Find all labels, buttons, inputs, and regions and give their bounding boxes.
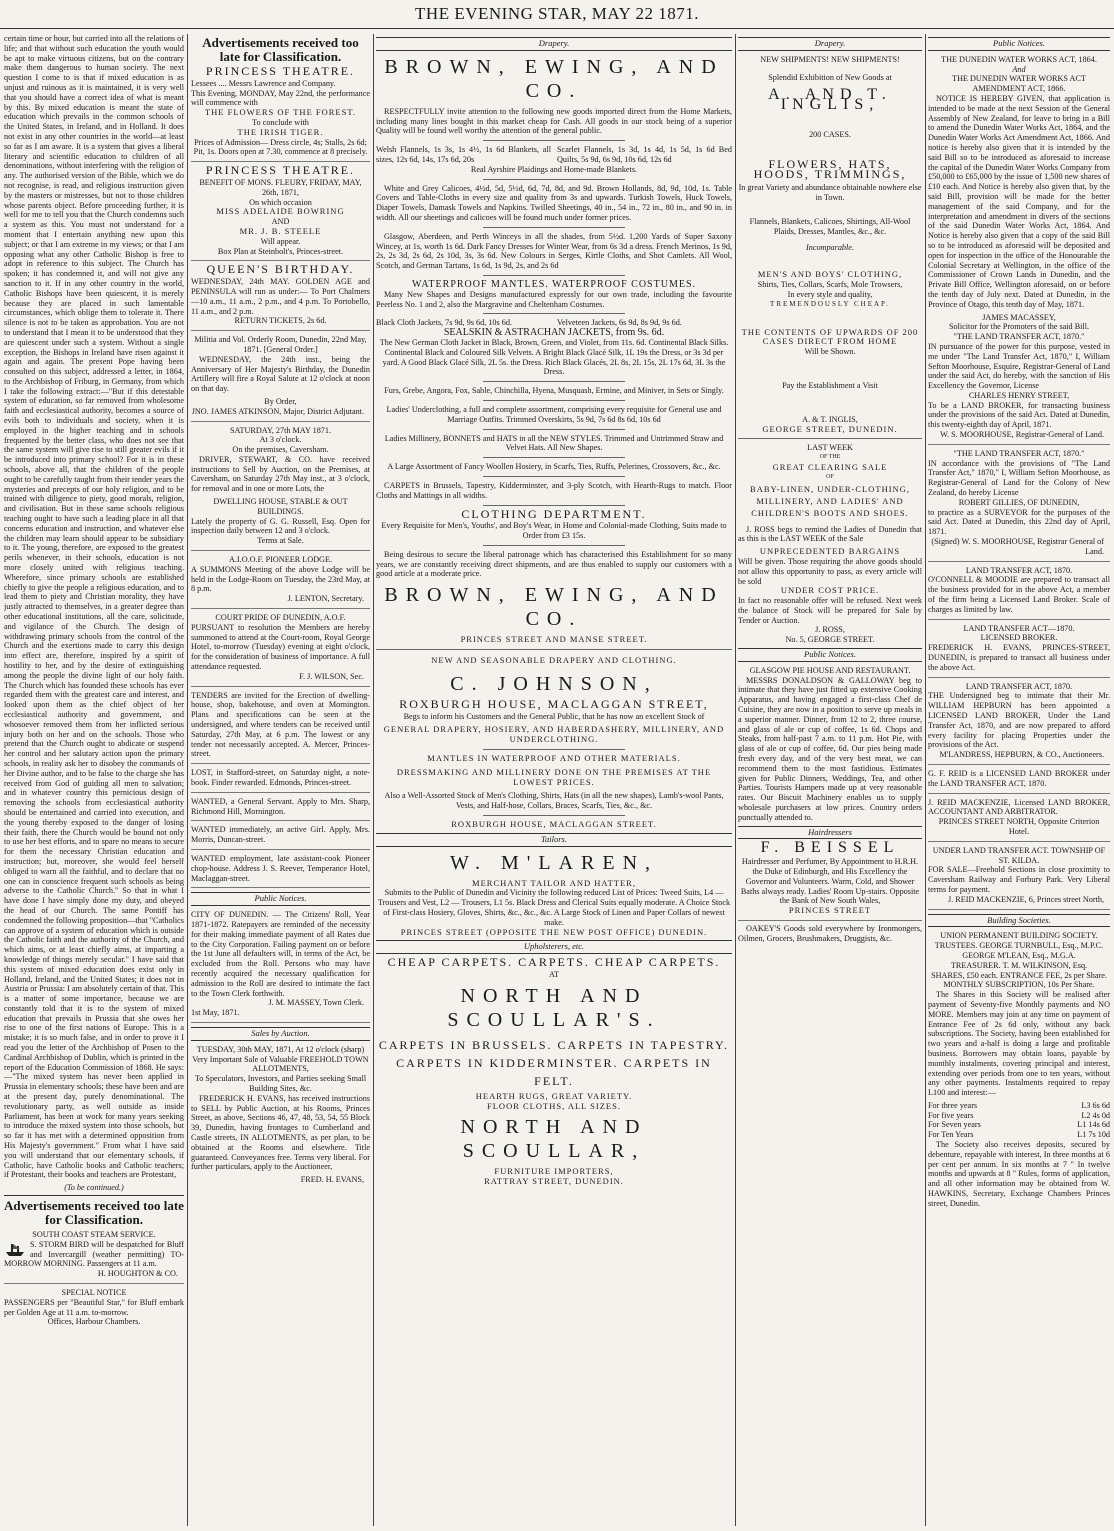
beissel-title: F. BEISSEL (760, 839, 900, 857)
mclaren-title: W. M'LAREN, (449, 851, 659, 874)
johnson-stock: GENERAL DRAPERY, HOSIERY, AND HABERDASHERY, MILLINERY, AND UNDERCLOTHING. (383, 724, 725, 745)
rate-amount: L1 14s 6d (1077, 1120, 1110, 1130)
north-scoullar-signature: NORTH AND SCOULLAR, (460, 1116, 648, 1163)
militia-order-ad (191, 335, 370, 421)
glasgow-title: GLASGOW PIE HOUSE AND RESTAURANT. (749, 665, 911, 675)
special-notice-text: PASSENGERS per "Beautiful Star," for Bluff embark per Golden Age at 11 a.m. to-morrow. (4, 1297, 184, 1317)
north-scoullar-title: NORTH AND SCOULLAR'S. (447, 984, 661, 1031)
shares: SHARES, £50 each. ENTRANCE FEE, 2s per Share. MONTHLY SUBSCRIPTION, 10s Per Share. (931, 970, 1107, 990)
princess-conclude: To conclude with (252, 117, 309, 127)
sale-time: At 3 o'clock. (259, 435, 302, 445)
wanted-ad: WANTED, a General Servant. Apply to Mrs. Sharp, Richmond Hill, Mornington. (191, 797, 370, 822)
brown-ewing-signature: BROWN, EWING, AND CO. (384, 584, 724, 631)
flowers: FLOWERS, HATS, HOODS, TRIMMINGS, (753, 156, 907, 181)
lodge-title: A.I.O.O.F. PIONEER LODGE. (228, 555, 333, 565)
sale-date: SATURDAY, 27th MAY 1871. (229, 425, 332, 435)
driver-stewart-text-2: Lately the property of G. G. Russell, Esq. Open for inspection daily between 12 and 3 o'clock. (191, 516, 370, 536)
lta-name: ROBERT GILLIES, OF DUNEDIN, (958, 497, 1080, 507)
lta-text: FREDERICK H. EVANS, PRINCES-STREET, DUNEDIN, is prepared to transact all business under the above Act. (928, 643, 1110, 672)
city-text: CITY OF DUNEDIN. — The Citizens' Roll, Year 1871-1872. Ratepayers are reminded of the necessity for their making immediate payment of all Rates due to the City Corporation. Failing payment on or before the 1st June all defaulters will, in terms of the Act, be excluded from the Roll. Persons who may have recently acquired the necessary qualification for admission to the Roll are desired to intimate the fact to the Town Clerk forthwith. (191, 910, 370, 998)
lta-text: IN accordance with the provisions of "The Land Transfer Act," 1870," I, William Sefton Moorhouse, as Registrar-General of Land for the Colony of New Zealand, do hereby License (928, 458, 1110, 498)
under-cost: UNDER COST PRICE. (780, 585, 880, 596)
wanted-ad: WANTED employment, late assistant-cook Pioneer chop-house. Address J. S. Reever, Temperance Hotel, Maclaggan-street. (191, 854, 370, 888)
union-text: The Shares in this Society will be realised after payment of Seventy-five Monthly payments and NO MORE. Members may join at any time on payment of Entrance Fee of 2s 6d only, without any back subscriptions. The Society, having been established for two years and a-half is doing a large and profitable business. Borrowers may obtain loans, payable by monthly instalments, covering principal and interest, extending over periods from one to ten years, without any other payments. Instalments required to repay L100 and interest:— (928, 990, 1110, 1098)
flannels-extra: Real Ayrshire Plaidings and Home-made Blankets. (470, 164, 638, 174)
driver-stewart-text: DRIVER, STEWART, & CO. have received instructions to Sell by Auction, on the Premises, at Caversham, on Saturday 27th May inst., at 3 o'clock, for removal and in one or more Lots, the (191, 454, 370, 494)
divider (483, 429, 625, 430)
carpets-list: CARPETS IN BRUSSELS. CARPETS IN TAPESTRY. CARPETS IN KIDDERMINSTER. CARPETS IN FELT. (378, 1037, 730, 1088)
at-word: AT (548, 970, 559, 980)
column-rule (735, 34, 736, 1526)
militia-signature: JNO. JAMES ATKINSON, Major, District Adjutant. (191, 406, 364, 416)
beissel-text: Hairdresser and Perfumer, By Appointment to H.R.H. the Duke of Edinburgh, and His Excellency the Governor and Volunteers. Warm, Cold, and Shower Baths always ready. Ladies' Room Up-stairs. Opposite the Bank of New South Wales, (740, 857, 920, 906)
steam-service-ad (4, 1230, 184, 1284)
masthead: THE EVENING STAR, MAY 22 1871. (0, 0, 1114, 29)
divider (483, 179, 625, 180)
lta-text-2: To be a LAND BROKER, for transacting business under the provisions of the said Act. Dated at Dunedin, this twenty-eighth day of April, 1871. (928, 400, 1110, 430)
inglis-title: A. AND T. INGLIS, (768, 86, 892, 114)
rate-term: For Ten Years (928, 1130, 974, 1140)
union-text-2: The Society also receives deposits, secured by debenture, repayable with interest, In three months at 6 per cent per annum. In six months at 7 " In twelve months and upwards at 8 " Rules, forms of application, and all other information may be obtained from W. HAWKINS, Secretary, Exchange Chambers Princes street, Dunedin. (928, 1140, 1110, 1208)
glasgow-text: MESSRS DONALDSON & GALLOWAY beg to intimate that they have just fitted up extensive Cooking Apparatus, and having engaged a first-class Chef de Cuisine, they are now in a position to serve up meals in a superior manner. Dinner, from 12 to 2, three course, and glass of ale or cup of coffee, 1s 6d. Chops and Steaks, from half-past 7 a.m. to 11 p.m. Hot Pie, with glass of ale or cup of coffee, 6d. Our pies being made fresh every day, and of the very best meat, we can recommend them to the most fastidious. Estimates given for Public Dinners, Weddings, Tea, and other Parties. Tourists Hampers made up at very reasonable rates. Our Biscuit Machinery enables us to supply wholesale purchasers at low prices. Country orders punctually attended to. (738, 675, 922, 822)
box-plan: Box Plan at Steinbolt's, Princes-street. (217, 246, 344, 256)
johnson-title: C. JOHNSON, (450, 672, 658, 695)
divider (738, 438, 922, 439)
princess-theatre-title: PRINCESS THEATRE. (205, 163, 356, 178)
of-word: OF (826, 473, 834, 480)
new-seasonable: NEW AND SEASONABLE DRAPERY AND CLOTHING. (431, 655, 677, 666)
patronage-text: Being desirous to secure the liberal patronage which has characterised this Establishment for so many years, we are constantly receiving direct shipments, and are thus enabled to supply our customers with a good article at a moderate price. (376, 549, 732, 579)
mackenzie-text: J. REID MACKENZIE, Licensed LAND BROKER, ACCOUNTANT AND ARBITRATOR. (928, 797, 1110, 817)
ross-address: No. 5, GEORGE STREET. (785, 635, 875, 645)
brown-ewing-intro: RESPECTFULLY invite attention to the following new goods imported direct from the Home Markets, including many lines bought in this market cheap for Cash. All goods in our stock being of a superior Quality will be found well worthy the attention of the general public. (376, 106, 732, 136)
water-works-title-2: THE DUNEDIN WATER WORKS ACT AMENDMENT ACT, 1866. (952, 74, 1086, 94)
inglis-signature: A. & T. INGLIS, (802, 414, 858, 424)
to-be-continued: (To be continued.) (64, 1183, 124, 1193)
reid-ad: G. F. REID is a LICENSED LAND BROKER under the LAND TRANSFER ACT, 1870. (928, 769, 1110, 794)
lta-text: O'CONNELL & MOODIE are prepared to transact all the business provided for in the above Act, a member of the firm being a Licensed Land Broker. Scale of charges as limited by law. (928, 575, 1110, 614)
column-rule (187, 34, 188, 1526)
rate-term: For three years (928, 1100, 978, 1110)
queens-birthday-text: WEDNESDAY, 24th MAY. GOLDEN AGE and PENINSULA will run as under:— To Port Chalmers—10 a.m., 11 a.m., 2 p.m., and 4 p.m. To Portobello, 11 a.m., and 2 p.m. (191, 277, 370, 316)
rate-amount: L2 4s 0d (1081, 1110, 1110, 1120)
caversham-sale-ad (191, 426, 370, 552)
city-date: 1st May, 1871. (191, 1008, 240, 1018)
land-transfer-ad-1 (928, 332, 1110, 445)
and-word: And (1012, 64, 1026, 74)
lta-text: IN pursuance of the power for this purpose, vested in me under "The Land Transfer Act, 1870," I, William Sefton Moorhouse, Esquire, Registrar-General of Land under the said Act, do hereby, with the sanction of His Excellency the Governor, License (928, 341, 1110, 391)
militia-order: By Order, (264, 396, 297, 406)
ross-signature: J. ROSS, (815, 625, 845, 635)
splendid: Splendid Exhibition of New Goods at (768, 72, 892, 82)
divider (483, 381, 625, 382)
lta-signature: M'LANDRESS, HEPBURN, & CO., Auctioneers. (939, 750, 1104, 760)
ship-icon (4, 1241, 26, 1257)
lta-title: "THE LAND TRANSFER ACT, 1870." (953, 332, 1085, 342)
johnson-dressmaking: DRESSMAKING AND MILLINERY DONE ON THE PREMISES AT THE LOWEST PRICES. (396, 766, 712, 787)
divider (483, 815, 625, 816)
rate-term: For five years (928, 1110, 974, 1120)
land-transfer-ad-4 (928, 624, 1110, 678)
millinery-text: Ladies Millinery, BONNETS and HATS in all the NEW STYLES. Trimmed and Untrimmed Straw and Velvet Hats. All New Shapes. (384, 433, 724, 453)
mclaren-address: PRINCES STREET (OPPOSITE THE NEW POST OFFICE) DUNEDIN. (400, 926, 708, 937)
column-5 (928, 34, 1110, 1526)
lta-sub: LICENSED BROKER. (980, 633, 1058, 643)
section-heading: Drapery. (738, 37, 922, 51)
pioneer-lodge-ad (191, 555, 370, 609)
rates-table (928, 1101, 1110, 1140)
militia-text: WEDNESDAY, the 24th inst., being the Anniversary of Her Majesty's Birthday, the Dunedin Artillery will fire a Royal Salute at 12 o'clock at noon on that day. (191, 354, 370, 394)
ross-text: J. ROSS begs to remind the Ladies of Dunedin that as this is the LAST WEEK of the Sale (738, 524, 922, 544)
rate-row (928, 1130, 1110, 1140)
divider (483, 275, 625, 276)
princess-theatre-title: PRINCESS THEATRE. (205, 64, 356, 78)
lodge-text: A SUMMONS Meeting of the above Lodge will be held in the Lodge-Room on Tuesday, the 23rd May, at 8 p.m. (191, 564, 370, 594)
land-transfer-ad-3 (928, 566, 1110, 620)
column-4 (738, 34, 922, 1526)
princess-theatre-ad (191, 64, 370, 162)
lta-title: LAND TRANSFER ACT, 1870. (965, 681, 1073, 691)
section-heading: Upholsterers, etc. (376, 940, 732, 954)
return-tickets: RETURN TICKETS, 2s 6d. (234, 316, 327, 326)
column-2 (191, 34, 370, 1526)
johnson-mantles: MANTLES IN WATERPROOF AND OTHER MATERIALS. (427, 753, 681, 764)
kilda-signature: J. REID MACKENZIE, 6, Princes street North, (948, 894, 1104, 904)
and-word: AND (271, 217, 290, 227)
north-scoullar-address: RATTRAY STREET, DUNEDIN. (484, 1176, 624, 1187)
floor-cloths: FLOOR CLOTHS, ALL SIZES. (487, 1100, 621, 1111)
princess-play: THE FLOWERS OF THE FOREST. (204, 107, 357, 118)
mackenzie-ad (928, 798, 1110, 842)
special-notice (4, 1288, 184, 1327)
tremendously-cheap: TREMENDOUSLY CHEAP. (770, 299, 890, 308)
late-ads-heading: Advertisements received too late for Classification. (4, 1195, 184, 1227)
johnson-also: Also a Well-Assorted Stock of Men's Clothing, Shirts, Hats (in all the new shapes), Lamb's-wool Pants, Vests, and Half-hose, Collars, Braces, Scarfs, Ties, &c., &c. (384, 791, 724, 811)
trustees: TRUSTEES. GEORGE TURNBULL, Esq., M.P.C. GEORGE M'LEAN, Esq., M.G.A. (934, 941, 1104, 960)
every-style: In every style and quality, (787, 289, 873, 299)
court-pride-ad (191, 613, 370, 687)
city-of-dunedin-ad (191, 910, 370, 1023)
steam-service-title: SOUTH COAST STEAM SERVICE. (32, 1230, 156, 1240)
shipments: NEW SHIPMENTS! NEW SHIPMENTS! (760, 54, 900, 64)
unprecedented: UNPRECEDENTED BARGAINS (759, 546, 901, 557)
rate-row (928, 1111, 1110, 1121)
court-title: COURT PRIDE OF DUNEDIN, A.O.F. (215, 613, 346, 623)
water-works-signature: JAMES MACASSEY, (982, 312, 1056, 322)
militia-heading: Militia and Vol. Orderly Room, Dunedin, 22nd May, 1871. [General Order.] (194, 335, 367, 354)
ross-text-2: Will be given. Those requiring the above goods should not allow this opportunity to pass, as every article will be sold (738, 556, 922, 586)
auction-sub: To Speculators, Investors, and Parties seeking Small Building Sites, &c. (194, 1074, 367, 1093)
furs-text: Furs, Grebe, Angora, Fox, Sable, Chinchilla, Hyena, Musquash, Ermine, and Miniver, in Sets or Singly. (384, 386, 724, 396)
evans-auction-ad (191, 1045, 370, 1185)
auction-date: TUESDAY, 30th MAY, 1871, At 12 o'clock (sharp) (196, 1044, 365, 1054)
court-signature: F. J. WILSON, Sec. (299, 671, 364, 681)
water-works-text: NOTICE IS HEREBY GIVEN, that application is intended to be made at the next Session of the General Assembly of New Zealand, for leave to bring in a Bill to amend the Dunedin Water Works Act, 1864, and the Dunedin Water Works Act Amendment Act, 1866. And notice is hereby also given that it is intended by the said Bill so to be introduced as aforesaid to increase the capital of the Dunedin Water Works Company from £50,000 to £65,000 by the issue of 1,500 new shares of £10 each. And Notice is hereby also given that, by the said Bill, provision will be made for the better management of the said Company, and for the interpretation and amendment in divers of the sections of the said Dunedin Water Works Act, 1864. And Notice is hereby also given that a copy of the said Bill so to be introduced as aforesaid will be deposited and open for inspection in the office of the Honourable the Colonial Secretary at Wellington, in the office of the Commissioner of Crown Lands in Dunedin, and the Private Bill Office, Wellington aforesaid, on or before the tenth day of July next. Dated at Dunedin, in the Province of Otago, this tenth day of May, 1871. (928, 93, 1110, 309)
performer-name: MISS ADELAIDE BOWRING (216, 206, 345, 217)
lta-title: "THE LAND TRANSFER ACT, 1870." (953, 448, 1085, 458)
jackets-right: Velveteen Jackets, 6s 9d, 8s 9d, 9s 6d. (557, 318, 682, 328)
oakey-ad: OAKEY'S Goods sold everywhere by Ironmongers, Oilmen, Grocers, Brushmakers, Druggists, &c. (738, 920, 922, 944)
section-heading: Tailors. (376, 833, 732, 847)
of-the: OF THE (819, 454, 841, 461)
section-heading: Public Notices. (928, 37, 1110, 51)
st-kilda-ad (928, 846, 1110, 910)
calicoes-text: White and Grey Calicoes, 4½d, 5d, 5½d, 6d, 7d, 8d, and 9d. Brown Hollands, 8d, 9d, 10d, 1s. Table Covers and Table-Cloths in every size and quality from 3s and upwards. Turkish Towels, Huck Towels, Diaper Towels, Damask Towels and Napkins. Twilled Sheetings, 40 in., 54 in., 72 in., 80 in., and 90 in. in width. All our sheetings and calicoes will be found much under former prices. (376, 183, 732, 222)
divider (483, 227, 625, 228)
tenders-ad: TENDERS are invited for the Erection of dwelling-house, shop, bakehouse, and oven at Mornington. Plans and specifications can be seen at the undersigned, and where tenders can be received until Saturday, 27th May, at 6 p.m. The lowest or any tender not necessarily accepted. A. Mercer, Princes-street. (191, 691, 370, 765)
waterproof-title: WATERPROOF MANTLES. WATERPROOF COSTUMES. (411, 278, 697, 290)
section-heading: Public Notices. (738, 648, 922, 662)
lta-signature: (Signed) W. S. MOORHOUSE, Registrar General of Land. (931, 537, 1104, 556)
divider (483, 140, 625, 141)
treasurer: TREASURER. T. M. WILKINSON, Esq. (950, 960, 1088, 970)
waterproof-text: Many New Shapes and Designs manufactured expressly for our own trade, including the favourite Peerless No. 1 and 2, also the Margravine and Cheltenham Costumes. (376, 289, 732, 309)
mens-clothing: MEN'S AND BOYS' CLOTHING, (757, 269, 903, 280)
divider (483, 400, 625, 401)
flannels-line: Flannels, Blankets, Calicoes, Shirtings, All-Wool Plaids, Dresses, Mantles, &c., &c. (749, 216, 911, 236)
incomparable: Incomparable. (806, 242, 854, 252)
lta-signature: W. S. MOORHOUSE, Registrar-General of Land. (940, 430, 1104, 440)
divider (483, 545, 625, 546)
section-heading: Hairdressers (738, 826, 922, 840)
terms-at-sale: Terms at Sale. (257, 536, 304, 546)
lodge-signature: J. LENTON, Secretary. (287, 594, 364, 604)
benefit-line: BENEFIT OF MONS. FLEURY, FRIDAY, MAY, 26th, 1871, (199, 177, 362, 197)
lta-title: LAND TRANSFER ACT, 1870. (965, 565, 1073, 575)
section-heading: Sales by Auction. (191, 1027, 370, 1041)
column-rule (925, 34, 926, 1526)
clothing-text: Every Requisite for Men's, Youths', and Boy's Wear, in Home and Colonial-made Clothing, Suits made to Order from £3 15s. (381, 521, 727, 541)
late-ads-heading: Advertisements received too late for Classification. (202, 35, 359, 64)
beissel-address: PRINCES STREET (788, 905, 872, 916)
lta-title: LAND TRANSFER ACT—1870. (963, 623, 1075, 633)
steam-service-text: S. STORM BIRD will be despatched for Bluff and Invercargill (weather permitting) TO-MORROW MORNING. Passengers at 11 a.m. (4, 1239, 184, 1269)
section-heading: Building Societies. (928, 914, 1110, 928)
contents: THE CONTENTS OF UPWARDS OF 200 CASES DIRECT FROM HOME (741, 326, 919, 347)
rate-amount: L3 6s 6d (1081, 1100, 1110, 1110)
divider (483, 313, 625, 314)
winceys-text: Glasgow, Aberdeen, and Perth Winceys in all the shades, from 5½d. 1,200 Yards of Super Saxony Wincey, at 1s, worth 1s 6d. Dark Fancy Dresses for Winter Wear, from 6s 3d a dress. French Merinos, 1s 9d, 2s, 2s 3d, 2s 6d, 2s 10d, 3s, 3s 6d. New Colours in Serges, Kirtle Cloths, and Shot Camlets. All Wool, Scotch, and German Tartans, 1s 6d, 1s 9d, 2s, and 2s 6d (376, 231, 732, 271)
lta-name: CHARLES HENRY STREET, (968, 390, 1070, 400)
sale-place: On the premises, Caversham. (232, 445, 329, 455)
column-rule (373, 34, 374, 1526)
johnson-text: Begs to inform his Customers and the General Public, that he has now an excellent Stock of (403, 711, 705, 721)
union-title: UNION PERMANENT BUILDING SOCIETY. (940, 931, 1098, 941)
rate-row (928, 1120, 1110, 1130)
underclothing-text: Ladies' Underclothing, a full and complete assortment, comprising every requisite for General use and Marriage Outfits. Trimmed Overskirts, 5s 9d, 7s 6d 8s 6d, 10s 6d (386, 404, 722, 424)
last-week: LAST WEEK (807, 443, 853, 453)
will-appear: Will appear. (260, 236, 301, 246)
water-works-title: THE DUNEDIN WATER WORKS ACT, 1864. (941, 54, 1097, 64)
occasion-line: On which occasion (249, 197, 312, 207)
hosiery-text: A Large Assortment of Fancy Woollen Hosiery, in Scarfs, Ties, Ruffs, Pelerines, Crossovers, &c., &c. (387, 462, 721, 472)
brown-ewing-address: PRINCES STREET AND MANSE STREET. (460, 634, 648, 645)
ross-text-3: In fact no reasonable offer will be refused. Next week the balance of Stock will be prepared for Sale by Tender or Auction. (738, 596, 922, 625)
lta-text-2: to practice as a SURVEYOR for the purposes of the said Act. Dated at Dunedin, this 22nd day of April, 1871. (928, 507, 1110, 537)
princess-benefit-ad (191, 163, 370, 261)
divider (483, 505, 625, 506)
performer-name-2: MR. J. B. STEELE (239, 225, 322, 236)
johnson-address: ROXBURGH HOUSE, MACLAGGAN STREET. (451, 819, 657, 830)
divider (483, 749, 625, 750)
column-1 (4, 34, 184, 1526)
special-notice-signature: Offices, Harbour Chambers. (47, 1317, 141, 1327)
land-transfer-ad-2 (928, 449, 1110, 562)
variety: In great Variety and abundance obtainable nowhere else in Town. (738, 183, 922, 203)
wanted-ad: WANTED immediately, an active Girl. Apply, Mrs. Morris, Duncan-street. (191, 825, 370, 850)
princess-text: This Evening, MONDAY, May 22nd, the performance will commence with (191, 88, 370, 108)
dwelling-house: DWELLING HOUSE, STABLE & OUT BUILDINGS. (213, 497, 348, 516)
queens-birthday-title: QUEEN'S BIRTHDAY. (206, 262, 355, 277)
sealskin-text: The New German Cloth Jacket in Black, Brown, Green, and Violet, from 11s. 6d. Continental Black Silks. Continental Black and Coloured Silk Velvets. A Bright Black Glacé Silk, 1L 19s the Dress, or 3s 3d per yard. A Good Black Glacé Silk, 2L 5s. the Dress. Rich Black Glacés, 2L 8s, 2L 15s, 2L 17s 6d, 3L 3s the Dress. (379, 337, 729, 377)
johnson-house: ROXBURGH HOUSE, MACLAGGAN STREET, (399, 696, 709, 711)
evans-signature: FRED. H. EVANS, (300, 1175, 364, 1185)
column-3 (376, 34, 732, 1526)
cheap-carpets: CHEAP CARPETS. CARPETS. CHEAP CARPETS. (387, 955, 721, 970)
special-notice-title: SPECIAL NOTICE (61, 1288, 127, 1298)
cases: 200 CASES. (809, 129, 851, 139)
rate-row (928, 1101, 1110, 1111)
flannels-row (376, 145, 732, 165)
lost-ad: LOST, in Stafford-street, on Saturday night, a note-book. Finder rewarded. Edmonds, Princes-street. (191, 768, 370, 793)
kilda-text: FOR SALE—Freehold Sections in close proximity to Caversham Railway and Forbury Park. Very Liberal terms for payment. (928, 865, 1110, 894)
city-signature: J. M. MASSEY, Town Clerk. (268, 998, 364, 1008)
rate-term: For Seven years (928, 1120, 981, 1130)
jackets-left: Black Cloth Jackets, 7s 9d, 9s 6d, 10s 6d. (376, 318, 512, 328)
north-scoullar-trade: FURNITURE IMPORTERS, (494, 1166, 614, 1177)
sealskin-title: SEALSKIN & ASTRACHAN JACKETS, from 9s. 6d. (443, 327, 665, 339)
princess-lessees: Lessees .... Messrs Lawrence and Company. (191, 78, 336, 88)
steam-service-signature: H. HOUGHTON & CO. (97, 1269, 178, 1279)
kilda-title: UNDER LAND TRANSFER ACT. TOWNSHIP OF ST. KILDA. (932, 845, 1106, 865)
article-text: certain time or hour, but carried into all the relations of life; and that without such education the youth would be apt to make virtuous citizens, but on the contrary make them dangerous to human society. The next question I come to is that if mixed education is as unjust and ruinous as it is maintained, it is very well that you should have a correct idea of what is meant by this. By mixed education is meant the state of education which prevails in the common schools of the United States, in Ireland, and in Holland. It does not exist in any other countries in the world—at least so far as I am aware. It is a system that gives a liberal literary and scientific education to children of all denominations, without interfering with the religion of any. The authorised version of the Bible, which we do not recognise, is read, and religious instruction given by the masters or mistresses, but not to those children whose parents object. Before proceeding further, it is well for me to tell you that the Church condemns such a system as this. You must not understand for a moment that I entertain anything new upon this subject; or that I am extreme in my views; or that I am opposing what any other Catholic Bishop is free to adopt in reference to this subject. The Church has spoken; it has condemned it, and will not give any sanction to it. If in any other country in the world, Catholic Bishops have been quiescent, it is merely because they are placed in such lamentable circumstances, which oblige them to tolerate it. There silence is not to be taken as approbation. You are not to understand that I mean it to be understood that they are quiescent under such a system. Without a single exception, the Bishops in Ireland have risen against it again and again. The present Pope having been consulted on this subject, addressed a letter, in 1864, to the Archbishop of Friburg, in Germany, from which I take the following extract:—"But if this detestable system of education, so far removed from wholesome faith and ecclesiastical authority, becomes a source of evils both to individuals and society, when it is employed in the higher teaching and in schools frequented by the better class, who does not see that the same system will give rise to still greater evils if it be introduced into primary school? For it is in these schools, above all, that the children of the people ought to be carefully taught from their tender years the mysteries and precepts of our holy religion, and to be trained with diligence to piety, good morals, religion, and civilisation. But in these same schools religious teaching ought to have such a leading place in all that concerns education and instruction, and whatever else the children may learn should appear to be subsidiary to it. The young, therefore, are exposed to the greatest perils whenever, in their schools, education is not more closely united with religious teaching. Wherefore, since primary schools are established chiefly to give the people a religious education, and to lead them to piety and Christian morality, they have justly attracted to themselves, in a greater degree than other educational institutions, all the care, solicitude, and vigilance of the Church. The design of withdrawing primary schools from the control of the Church and the exertions made to carry this design into effect are, therefore, inspired by a spirit of hostility to her, and by the desire of extinguishing among the people the divine light of our holy faith. The Church which has founded these schools has ever regarded them with the greatest care and interest, and looked upon them as the chief object of her ecclesiastical authority and government, and whosoever removed them from her inflicted serious injury both on her and on the schools. Those who pretend that the Church ought to abdicate or suspend her control and her salutary action upon the primary schools, in reality ask her to disobey the commands of her Divine author, and to be false to the charge she has received from God of guiding all men to salvation; and in whatever country this pernicious design of removing the schools from ecclesiastical authority should be entertained and carried into execution, and the young thereby exposed to the danger of losing their faith, there the Church would be bound not only to use her best efforts, and to spare no means to secure for them the necessary Christian education and instruction; but, moreover, she would feel herself obliged to warn all the faithful, and to declare that no one can in conscience frequent such schools as being adverse to the Catholic Church." So that in what I have done I have simply done my duty, and obeyed the head of our Church. The same Pontiff has condemned the following proposition—that "Catholics can approve of a system of education which is outside the Catholic faith and the authority of the Church, and which aims, or at least chiefly aims, at imparting a knowledge of things merely secular." I have said that this system of mixed education does exist only in Holland, Ireland, and the United States; it does not in Austria or Prussia: I am absolutely certain of that. This is a matter of some importance, because we are constantly told that it is to the system of mixed education that prevails in Prussia that she owes her rise to one of the first nations of Europe. This is a mistake; it is so much false, and in order to prove it I read you the letter of the Archbishop of Posen to the Cardinal Archbishop of Dublin, which is printed in the report of the Education Commission of 1868. He says:—"The mixed system has never been applied in Prussia in elementary schools; these have been and are at the present day, purely denominational. The revolutionary party, as well outside as inside Parliament, has been at work for many years seeking to introduce the mixed system into those schools, but so far it has met with a determined opposition from His Majesty's government." From what I have said you will understand that our elementary schools, if Catholic, have Catholic books and Catholic teachers; if Protestant, their books and teachers are Protestant, (4, 34, 184, 1180)
section-heading: Public Notices. (191, 892, 370, 906)
baby-linen: BABY-LINEN, UNDER-CLOTHING, MILLINERY, AND LADIES' AND CHILDREN'S BOOTS AND SHOES. (750, 483, 910, 518)
auction-headline: Very Important Sale of Valuable FREEHOLD TOWN ALLOTMENTS, (192, 1054, 369, 1074)
clothing-title: CLOTHING DEPARTMENT. (461, 506, 647, 521)
will-be-shown: Will be Shown. (804, 347, 856, 357)
mackenzie-address: PRINCES STREET NORTH, Opposite Criterion Hotel. (938, 817, 1100, 836)
divider (376, 649, 732, 650)
princess-play-2: THE IRISH TIGER. (237, 126, 324, 137)
divider (483, 457, 625, 458)
divider (483, 476, 625, 477)
court-text: PURSUANT to resolution the Members are hereby summoned to attend at the Court-room, Royal George Hotel, to-morrow (Tuesday) evening at eight o'clock, for the consideration of business of importance. A full attendance requested. (191, 622, 370, 672)
flannels-left: Welsh Flannels, 1s 3s, 1s 4½, 1s 6d Blankets, all sizes, 12s 6d, 14s, 17s 6d, 20s (376, 145, 551, 164)
clearing-sale: GREAT CLEARING SALE (772, 461, 888, 472)
hearth-rugs: HEARTH RUGS, GREAT VARIETY. (475, 1090, 633, 1101)
mclaren-text: Submits to the Public of Dunedin and Vicinity the following reduced List of Prices: Tweed Suits, L4 — Trousers and Vest, L2 — Trousers, L1 5s. Black Dress and Clerical Suits equally moderate. A Choice Stock of First-class Hosiery, Gloves, Shirts, &c., &c., &c. A Large Stock of Linen and Paper Collars of newest make. (377, 888, 731, 927)
princess-prices: Prices of Admission— Dress circle, 4s; Stalls, 2s 6d; Pit, 1s. Doors open at 7.30, commence at 8 precisely. (193, 137, 368, 157)
land-transfer-ad-5 (928, 682, 1110, 765)
inglis-address: GEORGE STREET, DUNEDIN. (762, 423, 898, 434)
mclaren-trade: MERCHANT TAILOR AND HATTER, (472, 877, 636, 888)
carpets-text: CARPETS in Brussels, Tapestry, Kidderminster, and 3-ply Scotch, with Hearth-Rugs to match. Floor Cloths and Mattings in all widths. (376, 480, 732, 500)
water-works-signature-2: Solicitor for the Promoters of the said Bill. (948, 322, 1090, 332)
queens-birthday-ad (191, 262, 370, 331)
rate-amount: L1 7s 10d (1077, 1130, 1110, 1140)
shirts-line: Shirts, Ties, Collars, Scarfs, Mole Trowsers, (757, 280, 903, 290)
lta-text: THE Undersigned beg to intimate that their Mr. WILLIAM HEPBURN has been appointed a LICENSED LAND BROKER, Under the Land Transfer Act, 1870, and are now prepared to afford every facility for placing Properties under the provisions of the Act. (928, 691, 1110, 750)
evans-text: FREDERICK H. EVANS, has received instructions to SELL by Public Auction, at his Rooms, Princes Street, as above, Sections 46, 47, 48, 53, 54, 55 Block 39, Dunedin, having frontages to Cumberland and Castle streets, IN ALLOTMENTS, as per plan, to be obtained at the Rooms and elsewhere. Title guaranteed. Conveyances free. Terms very liberal. For further particulars, apply to the Auctioneer, (191, 1093, 370, 1172)
flannels-right: Scarlet Flannels, 1s 3d, 1s 4d, 1s 5d, 1s 6d Bed Quilts, 5s 9d, 6s 9d, 10s 6d, 12s 6d (557, 145, 732, 164)
pay-visit: Pay the Establishment a Visit (782, 380, 878, 390)
section-heading: Drapery. (376, 37, 732, 51)
brown-ewing-title: BROWN, EWING, AND CO. (384, 55, 724, 102)
